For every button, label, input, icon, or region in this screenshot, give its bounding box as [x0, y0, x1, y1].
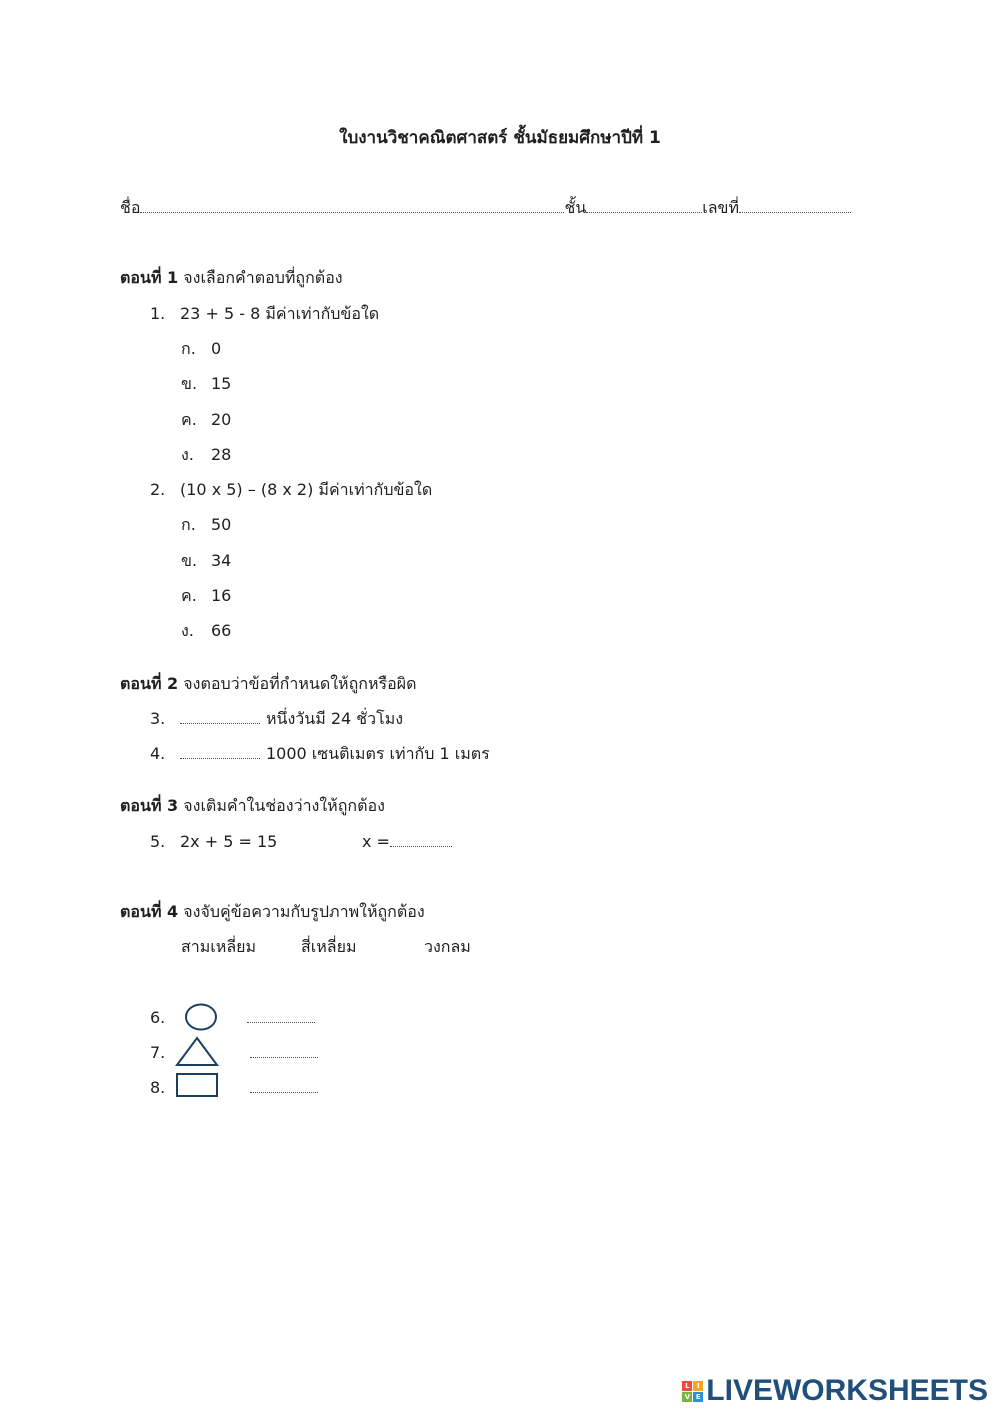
- part3-heading: [120, 796, 385, 816]
- answer-blank[interactable]: [180, 744, 260, 759]
- name-label: ชื่อ: [120, 198, 141, 217]
- logo-text: LIVEWORKSHEETS: [706, 1374, 988, 1407]
- triangle-icon: [174, 1036, 220, 1068]
- answer-blank[interactable]: [180, 709, 260, 724]
- choice-value: 28: [211, 445, 232, 464]
- choice-key: ก.: [181, 515, 196, 534]
- rectangle-icon: [175, 1072, 219, 1099]
- part4-heading-bold: ตอนที่ 4: [120, 902, 179, 921]
- choice-key: ข.: [181, 374, 198, 393]
- answer-blank[interactable]: [247, 1008, 315, 1023]
- statement-text: หนึ่งวันมี 24 ชั่วโมง: [266, 709, 404, 728]
- answer-blank[interactable]: [250, 1078, 318, 1093]
- page-title: ใบงานวิชาคณิตศาสตร์ ชั้นมัธยมศึกษาปีที่ 1: [339, 128, 661, 148]
- class-label: ชั้น: [564, 198, 587, 217]
- choice-key: ก.: [181, 339, 196, 358]
- match-item-6-blank[interactable]: [247, 1008, 315, 1028]
- logo-letter: L: [682, 1381, 692, 1391]
- choice-value: 66: [211, 621, 232, 640]
- choice-1d[interactable]: [181, 445, 231, 465]
- part1-heading-bold: ตอนที่ 1: [120, 268, 179, 287]
- logo-icon: [682, 1381, 703, 1402]
- choice-value: 0: [211, 339, 222, 358]
- match-item-6-number: 6.: [150, 1008, 166, 1027]
- question-number: 4.: [150, 744, 166, 763]
- choice-2d[interactable]: [181, 621, 231, 641]
- logo-letter: I: [693, 1381, 703, 1391]
- choice-value: 16: [211, 586, 232, 605]
- part2-heading-bold: ตอนที่ 2: [120, 674, 179, 693]
- question-number: 5.: [150, 832, 166, 851]
- question-number: 1.: [150, 304, 166, 323]
- part1-heading: [120, 268, 343, 288]
- question-number: 2.: [150, 480, 166, 499]
- choice-1c[interactable]: [181, 410, 231, 430]
- circle-icon: [184, 1002, 218, 1032]
- choice-key: ค.: [181, 586, 197, 605]
- question-1: [150, 304, 379, 324]
- true-false-item-3: [150, 709, 403, 729]
- choice-2a[interactable]: [181, 515, 231, 535]
- question-number: 3.: [150, 709, 166, 728]
- choice-value: 34: [211, 551, 232, 570]
- class-field[interactable]: [586, 198, 702, 213]
- choice-key: ข.: [181, 551, 198, 570]
- true-false-item-4: [150, 744, 490, 764]
- match-item-8-number: 8.: [150, 1078, 166, 1097]
- choice-1a[interactable]: [181, 339, 221, 359]
- choice-value: 50: [211, 515, 232, 534]
- choice-1b[interactable]: [181, 374, 231, 394]
- choice-key: ค.: [181, 410, 197, 429]
- answer-label: x =: [362, 832, 390, 851]
- choice-2b[interactable]: [181, 551, 231, 571]
- match-item-7-blank[interactable]: [250, 1043, 318, 1063]
- answer-blank[interactable]: [390, 832, 452, 847]
- question-2: [150, 480, 432, 500]
- question-text: 23 + 5 - 8 มีค่าเท่ากับข้อใด: [180, 304, 380, 323]
- match-option-triangle: สามเหลี่ยม: [181, 937, 257, 956]
- question-text: (10 x 5) – (8 x 2) มีค่าเท่ากับข้อใด: [180, 480, 433, 499]
- match-option-square: สี่เหลี่ยม: [301, 937, 357, 956]
- equation-text: 2x + 5 = 15: [180, 832, 278, 851]
- match-item-8-blank[interactable]: [250, 1078, 318, 1098]
- choice-value: 20: [211, 410, 232, 429]
- answer-row-5: [362, 832, 452, 852]
- part4-heading-text: จงจับคู่ข้อความกับรูปภาพให้ถูกต้อง: [178, 902, 425, 921]
- choice-value: 15: [211, 374, 232, 393]
- part1-heading-text: จงเลือกคำตอบที่ถูกต้อง: [178, 268, 343, 287]
- part3-heading-text: จงเติมคำในช่องว่างให้ถูกต้อง: [178, 796, 385, 815]
- match-option-circle: วงกลม: [424, 937, 471, 956]
- logo-letter: E: [693, 1392, 703, 1402]
- part3-heading-bold: ตอนที่ 3: [120, 796, 179, 815]
- part2-heading: [120, 674, 416, 694]
- match-item-7-number: 7.: [150, 1043, 166, 1062]
- logo-letter: V: [682, 1392, 692, 1402]
- number-label: เลขที่: [702, 198, 740, 217]
- statement-text: 1000 เซนติเมตร เท่ากับ 1 เมตร: [266, 744, 490, 763]
- choice-key: ง.: [181, 445, 194, 464]
- choice-2c[interactable]: [181, 586, 231, 606]
- part4-heading: [120, 902, 425, 922]
- name-field[interactable]: [140, 198, 564, 213]
- liveworksheets-logo: [682, 1374, 988, 1408]
- student-info-line: [120, 198, 860, 218]
- choice-key: ง.: [181, 621, 194, 640]
- number-field[interactable]: [739, 198, 851, 213]
- fill-item-5: [150, 832, 277, 852]
- part2-heading-text: จงตอบว่าข้อที่กำหนดให้ถูกหรือผิด: [178, 674, 417, 693]
- answer-blank[interactable]: [250, 1043, 318, 1058]
